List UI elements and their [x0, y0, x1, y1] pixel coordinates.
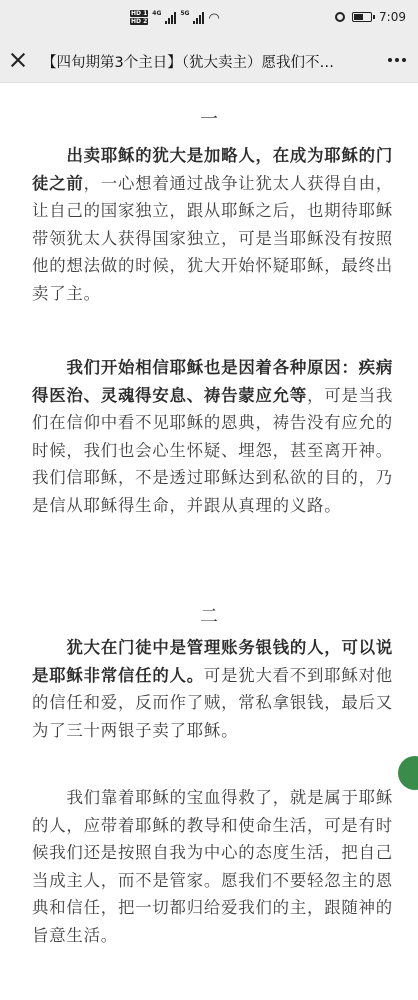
battery-fill [354, 14, 363, 20]
close-icon[interactable] [9, 51, 27, 69]
hd-badges [130, 10, 148, 26]
paragraph-2-emphasis: 我们开始相信耶稣也是因着各种原因：疾病得医治、灵魂得安息、祷告蒙应允等 [32, 358, 394, 405]
page-title: 【四旬期第3个主日】（犹大卖主）愿我们不… [42, 55, 334, 71]
paragraph-2 [32, 354, 402, 519]
paragraph-3-emphasis: 犹大在门徒中是管理账务银钱的人，可以说是耶稣非常信任的人。 [32, 638, 394, 685]
network-type-1: 4G [152, 10, 162, 17]
article-body [0, 82, 418, 1000]
signal-bars-2-icon [193, 12, 204, 24]
paragraph-2-text: ，可是当我们在信仰中看不见耶稣的恩典，祷告没有应允的时候，我们也会心生怀疑、埋怨，甚至离开神。我们信耶稣，不是透过耶稣达到私欲的目的，乃是信从耶稣得生命，并跟从真理的义路。 [32, 385, 394, 515]
status-bar [0, 0, 418, 38]
wifi-icon: ◠ [208, 10, 220, 26]
paragraph-3 [32, 634, 402, 744]
battery-icon [352, 12, 372, 22]
hd2-badge: HD 2 [131, 18, 148, 25]
paragraph-4-text: 我们靠着耶稣的宝血得救了，就是属于耶稣的人，应带着耶稣的教导和使命生活，可是有时候我们还是按照自我为中心的态度生活，把自己当成主人，而不是管家。愿我们不要轻忽主的恩典和信任，把一切都归给爱我们的主，跟随神的旨意生活。 [32, 788, 394, 945]
signal-bars-1-icon [165, 12, 176, 24]
status-right [335, 10, 406, 24]
clock: 7:09 [379, 10, 406, 24]
section-numeral-1: 一 [200, 109, 218, 130]
paragraph-1 [32, 142, 402, 307]
hd1-badge: HD 1 [131, 10, 148, 17]
paragraph-3-text: 可是犹大看不到耶稣对他的信任和爱，反而作了贼，常私拿银钱，最后又为了三十两银子卖了耶稣。 [32, 665, 394, 740]
alarm-icon [335, 12, 345, 22]
nav-bar [0, 38, 418, 83]
network-indicators [130, 10, 220, 26]
network-type-2: 5G [180, 10, 190, 17]
section-numeral-2: 二 [200, 606, 218, 627]
more-icon[interactable] [388, 58, 406, 62]
paragraph-1-text: ，一心想着通过战争让犹太人获得自由，让自己的国家独立，跟从耶稣之后，也期待耶稣带领犹太人获得国家独立，可是当耶稣没有按照他的想法做的时候，犹大开始怀疑耶稣，最终出卖了主。 [32, 173, 394, 303]
paragraph-1-emphasis: 出卖耶稣的犹大是加略人，在成为耶稣的门徒之前 [32, 146, 394, 193]
paragraph-4 [32, 784, 402, 949]
